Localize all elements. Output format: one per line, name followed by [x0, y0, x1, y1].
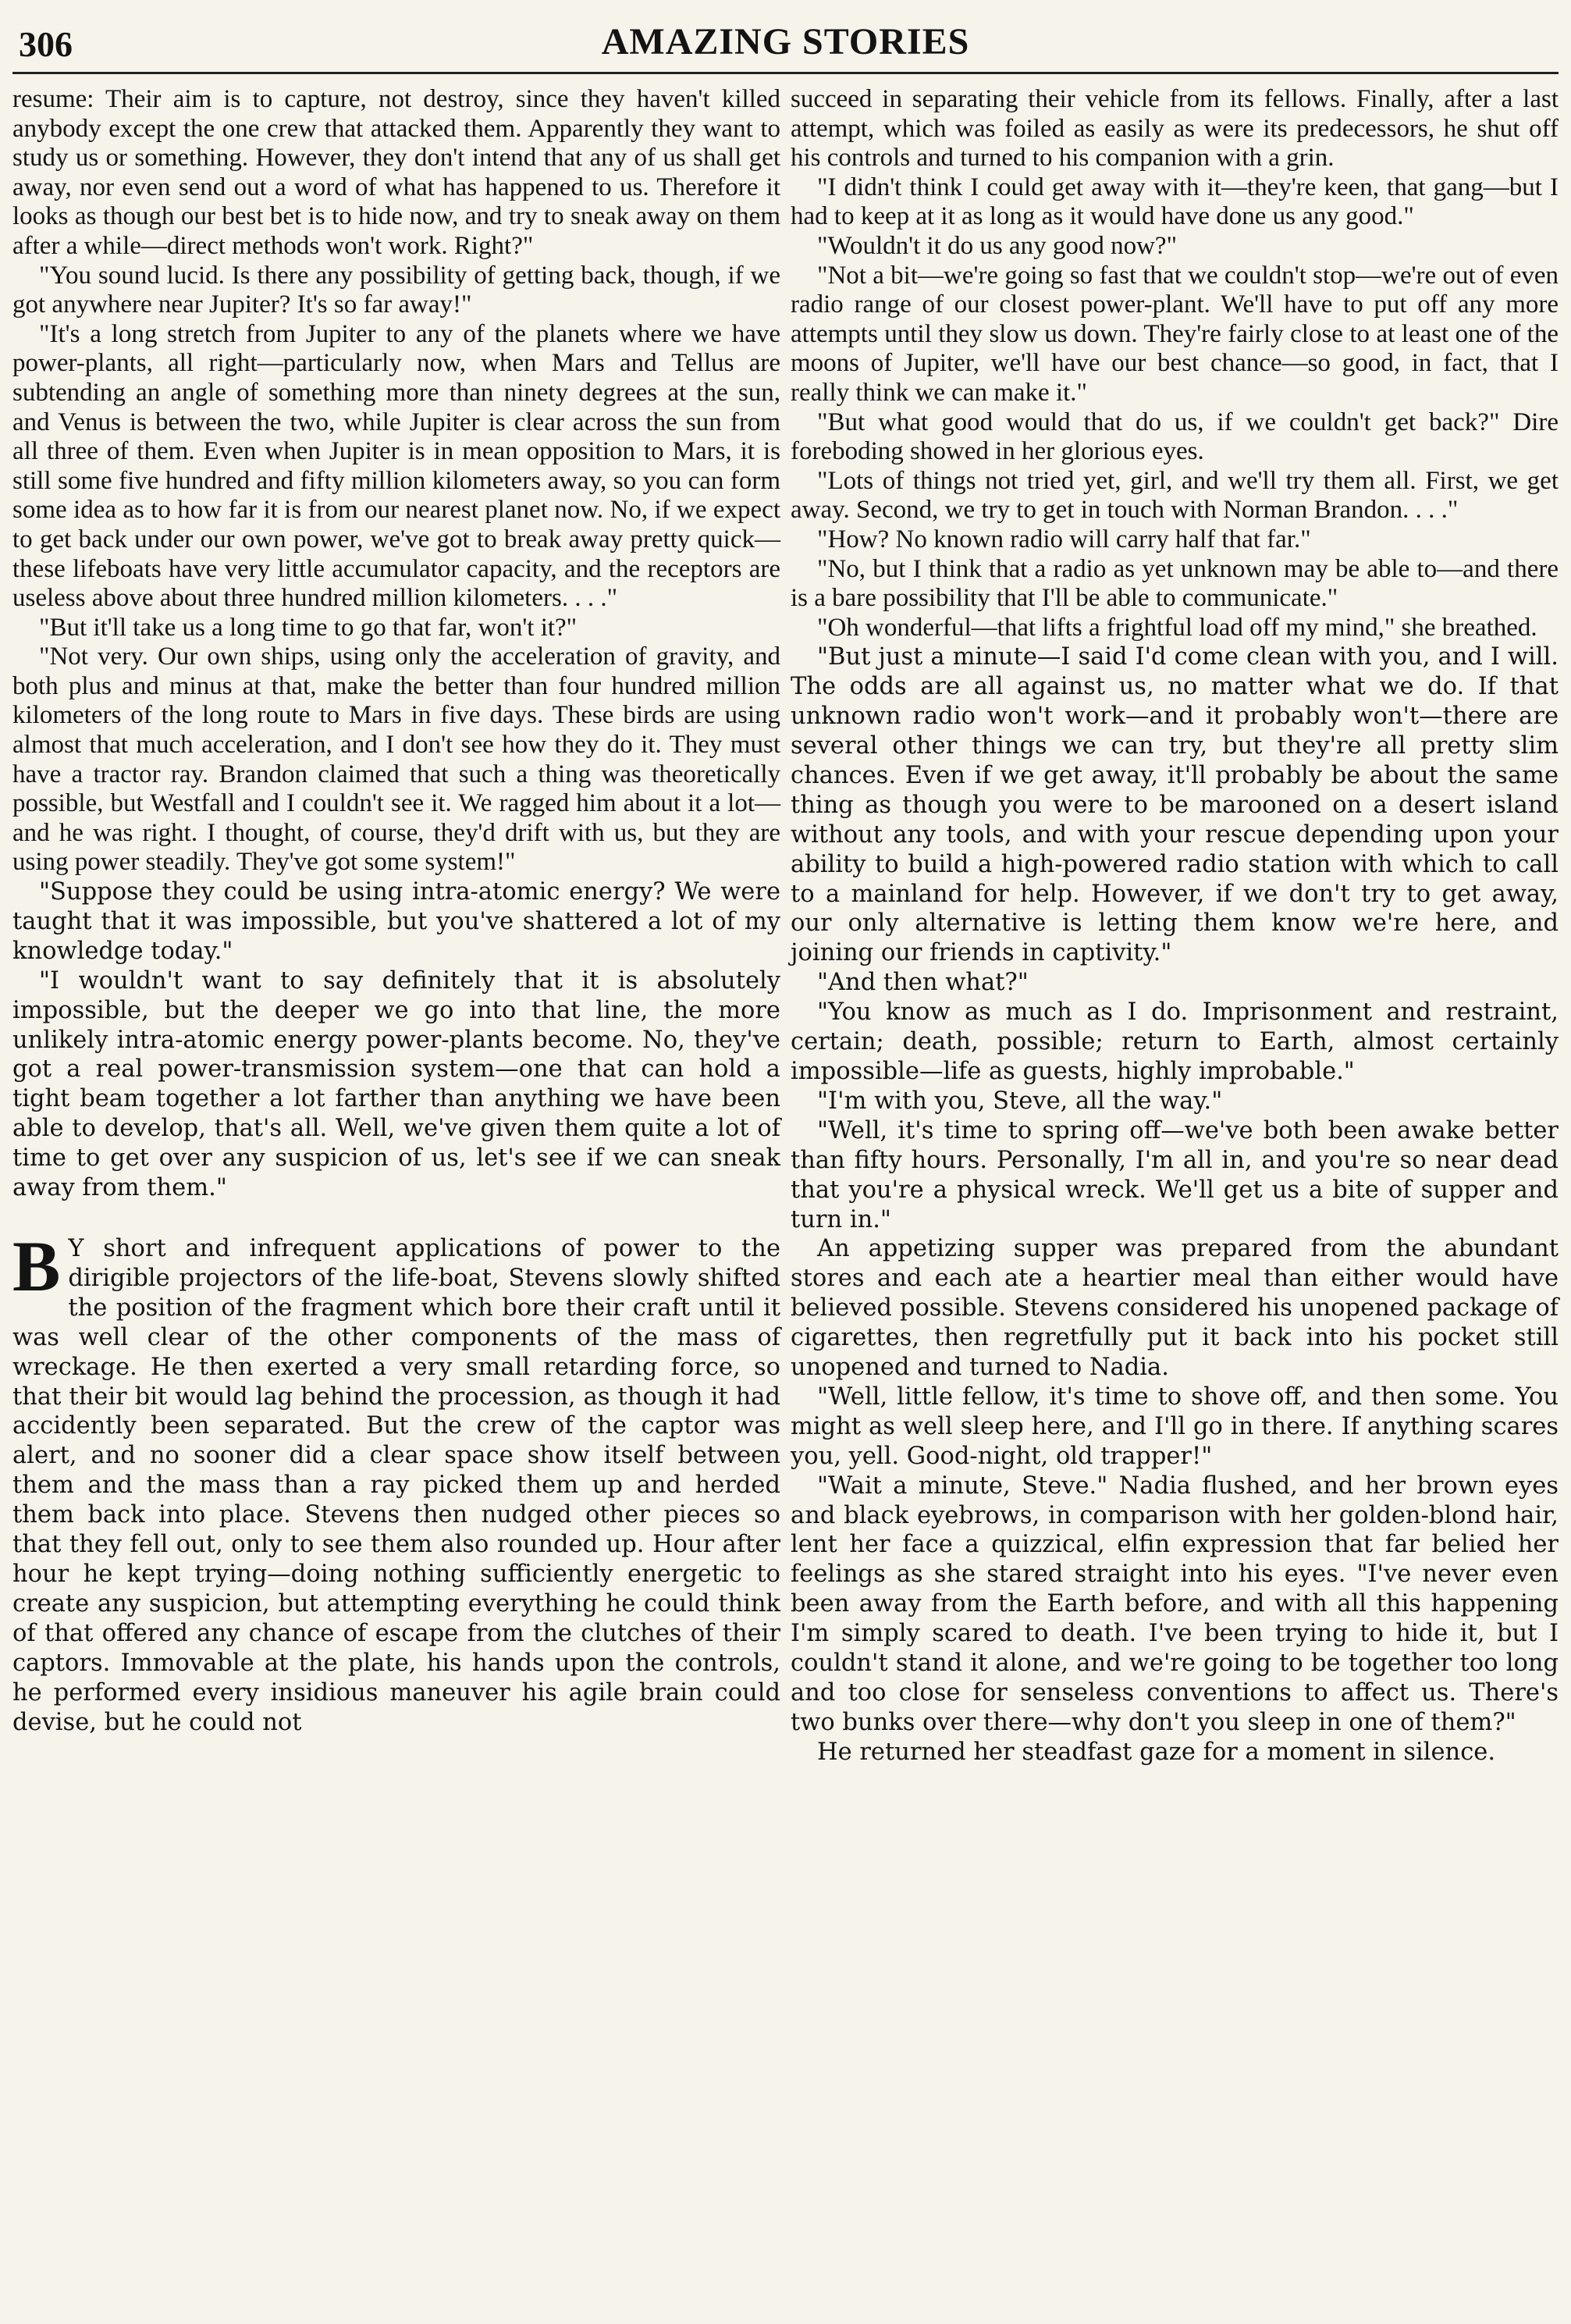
paragraph: "It's a long stretch from Jupiter to any of the planets where we have power-plants, all right—particularly now, when Mars and Tellus are subtending an angle of something more than ninety degrees at the sun, and Venus is between the two, while Jupiter is clear across the sun from all three of them. Even when Jupiter is in mean opposition to Mars, it is still some five hundred and fifty million kilometers away, so you can form some idea as to how far it is from our nearest planet now. No, if we expect to get back under our own power, we've got to break away pretty quick—these lifeboats have very little accumulator capacity, and the receptors are useless above about three hundred million kilometers. . . ."	[12, 319, 780, 613]
paragraph: "How? No known radio will carry half that far."	[817, 525, 1311, 553]
page-header	[12, 19, 1559, 74]
magazine-title: AMAZING STORIES	[601, 21, 970, 62]
section-break	[12, 1203, 780, 1234]
paragraph: "I wouldn't want to say definitely that it is absolutely impossible, but the deeper we go into that line, the more unlikely intra-atomic energy power-plants become. No, they've got a real power-transmission system—one that can hold a tight beam together a lot farther than anything we have been able to develop, that's all. Well, we've given them quite a lot of time to get over any suspicion of us, let's see if we can sneak away from them."	[12, 966, 780, 1202]
dropcap-paragraph-text: Y short and infrequent applications of power to the dirigible projectors of the life-boat, Stevens slowly shifted the position of the fragment which bore their craft until it was well clear of the other components of the mass of wreckage. He then exerted a very small retarding force, so that their bit would lag behind the procession, as though it had accidently been separated. But the crew of the captor was alert, and no sooner did a clear space show itself between them and the mass than a ray picked them up and herded them back into place. Stevens then nudged other pieces so that they fell out, only to see them also rounded up. Hour after hour he kept trying—doing nothing sufficiently energetic to create any suspicion, but attempting everything he could think of that offered any chance of escape from the clutches of their captors. Immovable at the plate, his hands upon the controls, he performed every insidious maneuver his agile brain could devise, but he could not	[12, 1235, 780, 1736]
page-number: 306	[19, 24, 73, 64]
dropcap-paragraph	[12, 1226, 780, 1737]
paragraph: "Not a bit—we're going so fast that we couldn't stop—we're out of even radio range of our closest power-plant. We'll have to put off any more attempts until they slow us down. They're fairly close to at least one of the moons of Jupiter, we'll have our best chance—so good, in fact, that I really think we can make it."	[791, 261, 1559, 407]
right-column	[791, 85, 1559, 1767]
paragraph: "Not very. Our own ships, using only the acceleration of gravity, and both plus and minus at that, make the better than four hundred million kilometers of the long route to Mars in five days. These birds are using almost that much acceleration, and I don't see how they do it. They must have a tractor ray. Brandon claimed that such a thing was theoretically possible, but Westfall and I couldn't see it. We ragged him about it a lot—and he was right. I thought, of course, they'd drift with us, but they are using power steadily. They've got some system!"	[12, 642, 780, 877]
right-upper-block	[791, 85, 1559, 1767]
paragraph: "I'm with you, Steve, all the way."	[817, 1087, 1223, 1115]
paragraph: An appetizing supper was prepared from the abundant stores and each ate a heartier meal than either would have believed possible. Stevens considered his unopened package of cigarettes, then regretfully put it back into his pocket still unopened and turned to Nadia.	[791, 1235, 1559, 1382]
text-columns	[12, 85, 1559, 1767]
paragraph: "But just a minute—I said I'd come clean with you, and I will. The odds are all against us, no matter what we do. If that unknown radio won't work—and it probably won't—there are several other things we can try, but they're all pretty slim chances. Even if we get away, it'll probably be about the same thing as though you were to be marooned on a desert island without any tools, and with your rescue depending upon your ability to build a high-powered radio station with which to call to a mainland for help. However, if we don't try to get away, our only alternative is letting them know we're here, and joining our friends in captivity."	[791, 643, 1559, 967]
paragraph: "And then what?"	[817, 969, 1029, 997]
left-lower-block	[12, 877, 780, 1737]
left-column	[12, 85, 780, 1767]
paragraph: "Lots of things not tried yet, girl, and we'll try them all. First, we get away. Second, we try to get in touch with Norman Brandon. . . ."	[791, 466, 1559, 525]
paragraph: "Oh wonderful—that lifts a frightful load off my mind," she breathed.	[817, 613, 1537, 642]
paragraph: "No, but I think that a radio as yet unknown may be able to—and there is a bare possibility that I'll be able to communicate."	[791, 554, 1559, 613]
paragraph: "But it'll take us a long time to go that far, won't it?"	[39, 613, 578, 642]
paragraph: "You know as much as I do. Imprisonment and restraint, certain; death, possible; return to Earth, almost certainly impossible—life as guests, highly improbable."	[791, 998, 1559, 1085]
paragraph: "Well, it's time to spring off—we've both been awake better than fifty hours. Personally, I'm all in, and you're so near dead that you're a physical wreck. We'll get us a bite of supper and turn in."	[791, 1116, 1559, 1233]
paragraph: "Wouldn't it do us any good now?"	[817, 231, 1178, 260]
paragraph: He returned her steadfast gaze for a moment in silence.	[817, 1738, 1496, 1766]
paragraph: "Suppose they could be using intra-atomic energy? We were taught that it was impossible, but you've shattered a lot of my knowledge today."	[12, 878, 780, 965]
paragraph: "Well, little fellow, it's time to shove off, and then some. You might as well sleep here, and I'll go in there. If anything scares you, yell. Good-night, old trapper!"	[791, 1383, 1559, 1470]
paragraph: "I didn't think I could get away with it—they're keen, that gang—but I had to keep at it as long as it would have done us any good."	[791, 173, 1559, 231]
paragraph: resume: Their aim is to capture, not destroy, since they haven't killed anybody except the one crew that attacked them. Apparently they want to study us or something. However, they don't intend that any of us shall get away, nor even send out a word of what has happened to us. Therefore it looks as though our best bet is to hide now, and try to sneak away on them after a while—direct methods won't work. Right?"	[12, 85, 780, 260]
drop-cap: B	[12, 1226, 61, 1306]
paragraph: succeed in separating their vehicle from its fellows. Finally, after a last attempt, which was foiled as easily as were its predecessors, he shut off his controls and turned to his companion with a grin.	[791, 85, 1559, 173]
paragraph: "But what good would that do us, if we couldn't get back?" Dire foreboding showed in her glorious eyes.	[791, 408, 1559, 466]
paragraph: "Wait a minute, Steve." Nadia flushed, and her brown eyes and black eyebrows, in comparison with her golden-blond hair, lent her face a quizzical, elfin expression that far belied her feelings as she stared straight into his eyes. "I've never even been away from the Earth before, and with all this happening I'm simply scared to death. I've been trying to hide it, but I couldn't stand it alone, and we're going to be together too long and too close for senseless conventions to affect us. There's two bunks over there—why don't you sleep in one of them?"	[791, 1472, 1559, 1736]
paragraph: "You sound lucid. Is there any possibility of getting back, though, if we got anywhere near Jupiter? It's so far away!"	[12, 261, 780, 319]
